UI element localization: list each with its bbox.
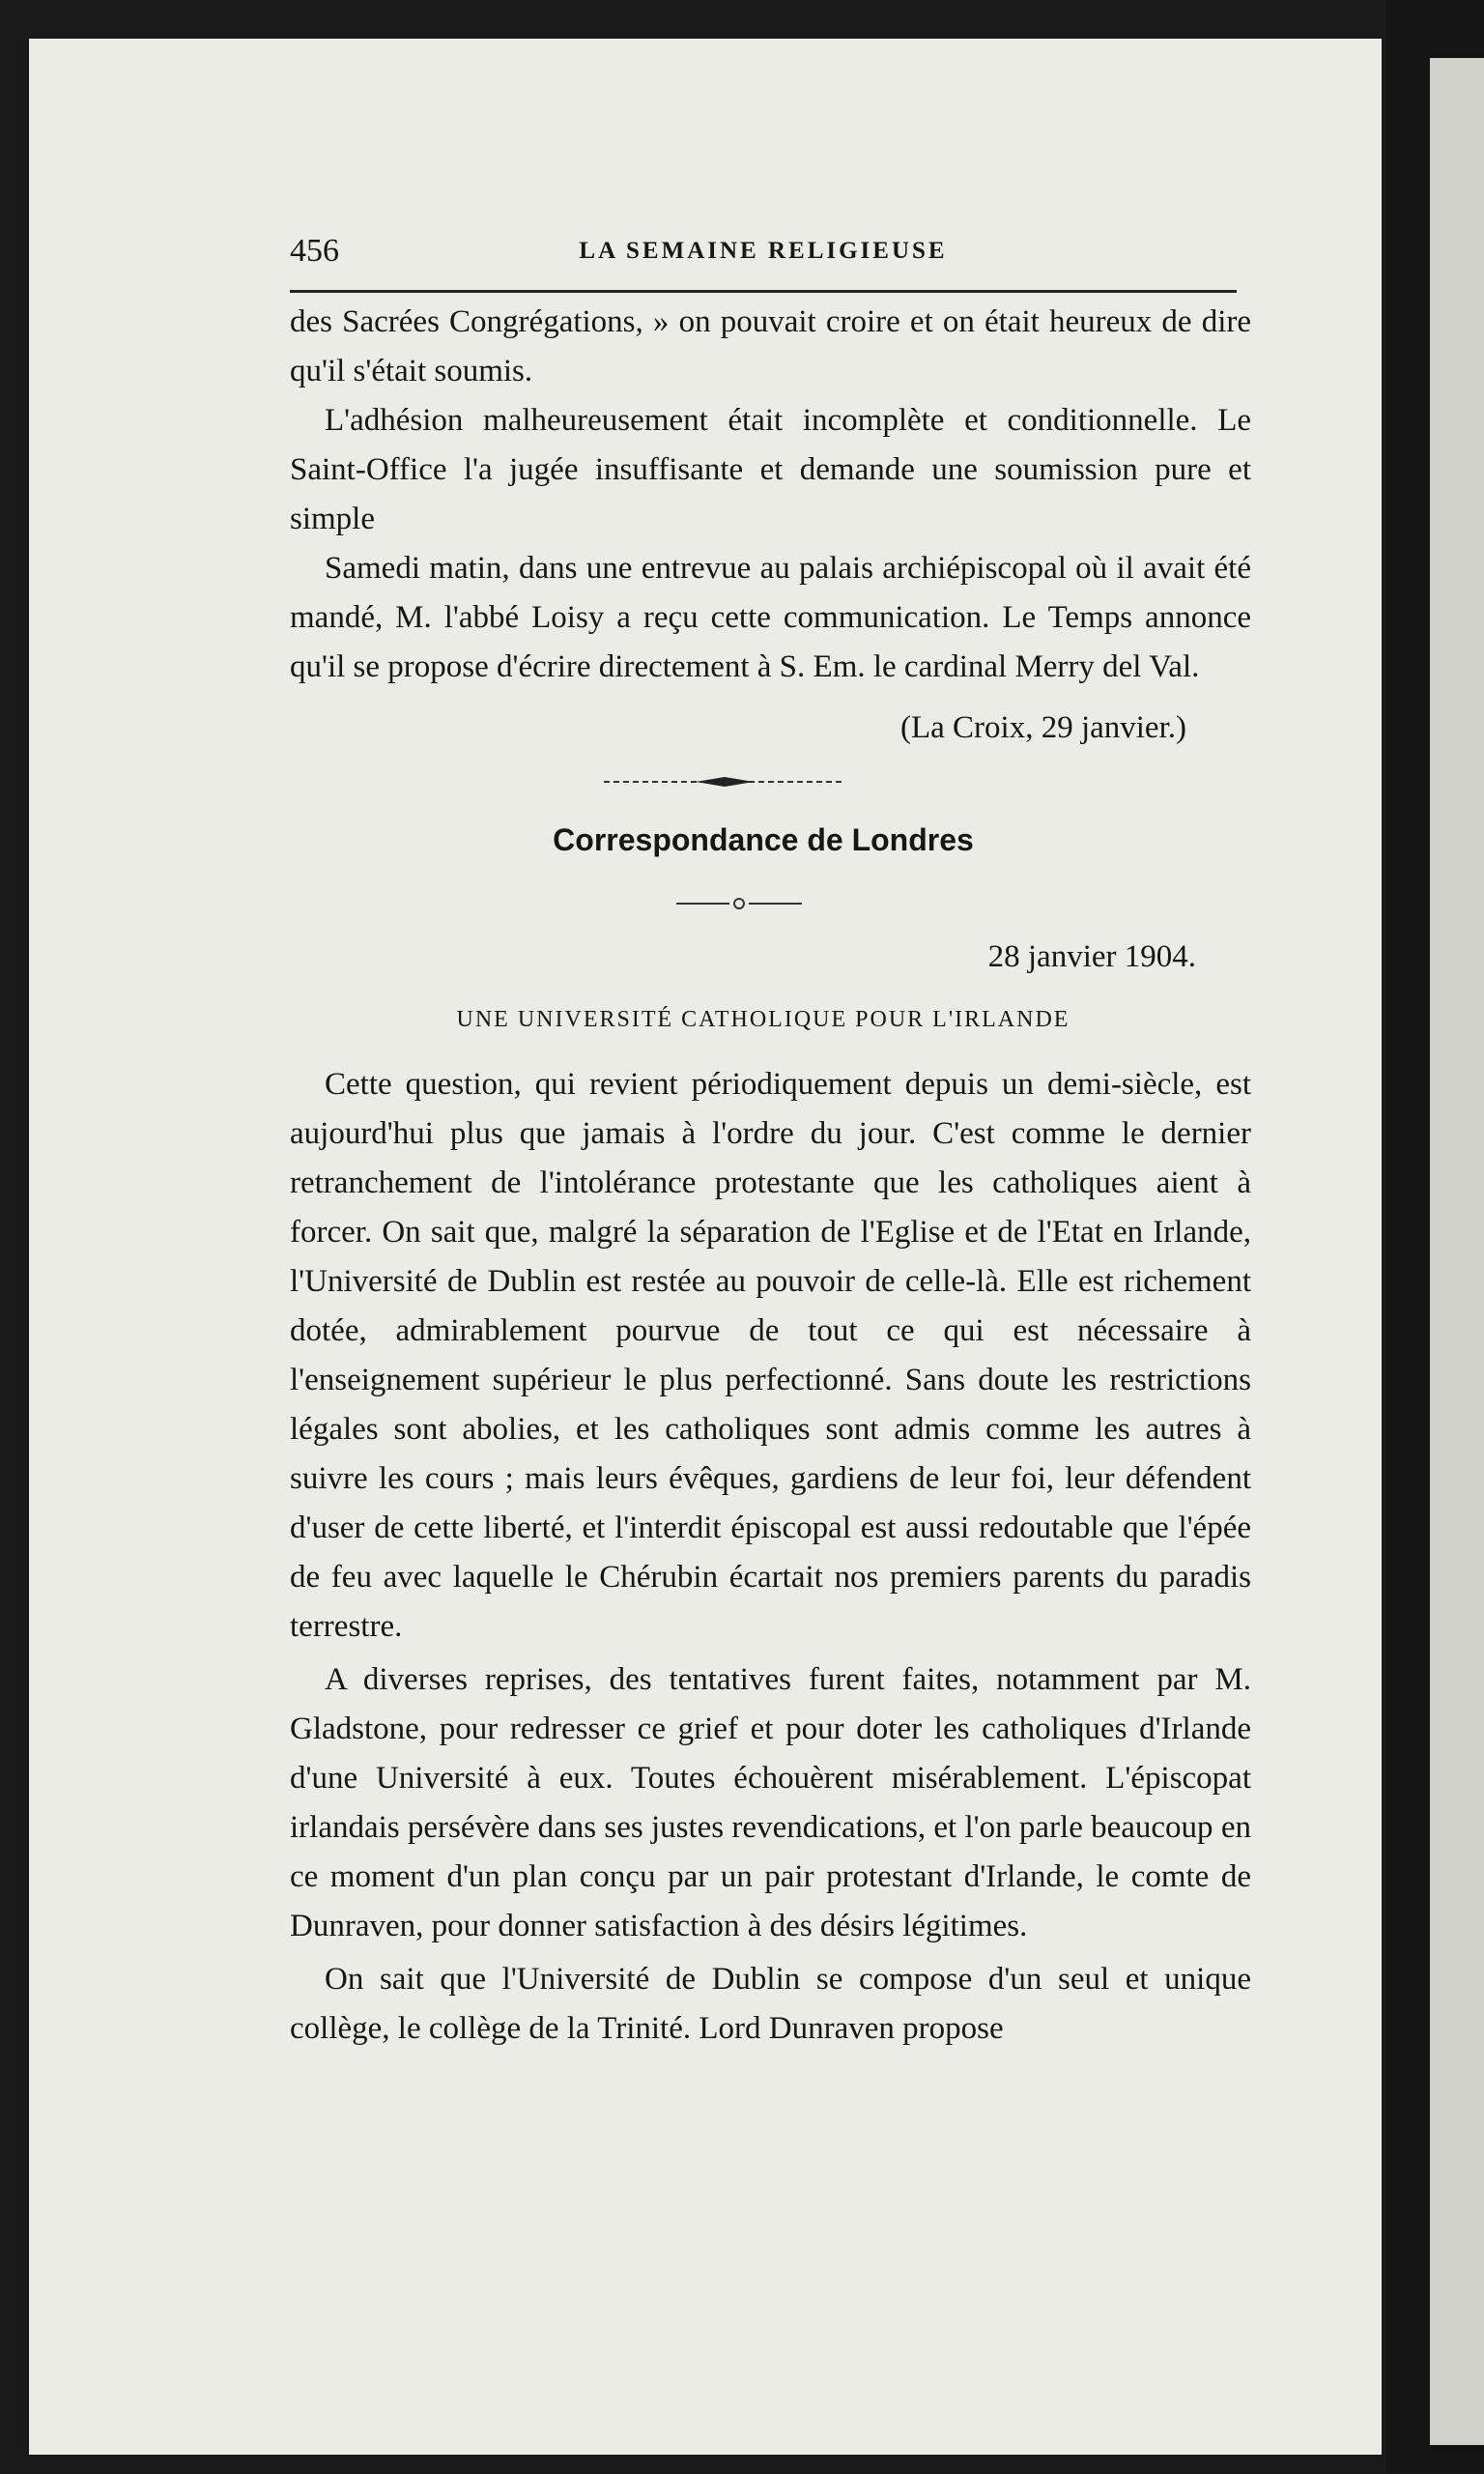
dateline: 28 janvier 1904. — [987, 939, 1196, 974]
paragraph: des Sacrées Congrégations, » on pouvait croire et on était heureux de dire qu'il s'était soumis. — [290, 304, 1251, 388]
paragraph: A diverses reprises, des tentatives furent faites, notamment par M. Gladstone, pour redresser ce grief et pour doter les catholiques d'Irlande d'une Université à eux. Toutes échouèrent misérablement. L'épiscopat irlandais persévère dans ses justes revendications, et l'on parle beaucoup en ce moment d'un plan conçu par un pair protestant d'Irlande, le comte de Dunraven, pour donner satisfaction à des désirs légitimes. — [290, 1662, 1251, 1943]
paragraph: Samedi matin, dans une entrevue au palais archiépiscopal où il avait été mandé, M. l'abbé Loisy a reçu cette communication. Le Temps annonce qu'il se propose d'écrire directement à S. Em. le cardinal Merry del Val. — [290, 551, 1251, 684]
adjacent-page-edge — [1430, 58, 1484, 2445]
article-subheading: UNE UNIVERSITÉ CATHOLIQUE POUR L'IRLANDE — [456, 1007, 1070, 1032]
section-title: Correspondance de Londres — [553, 822, 974, 857]
continued-article — [290, 298, 1251, 692]
source-citation: (La Croix, 29 janvier.) — [899, 710, 1186, 745]
paragraph: On sait que l'Université de Dublin se compose d'un seul et unique collège, le collège de la Trinité. Lord Dunraven propose — [290, 1962, 1251, 2046]
header-rule — [290, 290, 1237, 293]
small-divider-ornament — [676, 897, 802, 910]
article-body — [290, 1060, 1251, 2057]
running-title: LA SEMAINE RELIGIEUSE — [579, 238, 948, 264]
paragraph: L'adhésion malheureusement était incomplète et conditionnelle. Le Saint-Office l'a jugée insuffisante et demande une soumission pure et simple — [290, 403, 1251, 536]
paragraph: Cette question, qui revient périodiquement depuis un demi-siècle, est aujourd'hui plus que jamais à l'ordre du jour. C'est comme le dernier retranchement de l'intolérance protestante que les catholiques aient à forcer. On sait que, malgré la séparation de l'Eglise et de l'Etat en Irlande, l'Université de Dublin est restée au pouvoir de celle-là. Elle est richement dotée, admirablement pourvue de tout ce qui est nécessaire à l'enseignement supérieur le plus perfectionné. Sans doute les restrictions légales sont abolies, et les catholiques sont admis comme les autres à suivre les cours ; mais leurs évêques, gardiens de leur foi, leur défendent d'user de cette liberté, et l'interdit épiscopal est aussi redoutable que l'épée de feu avec laquelle le Chérubin écartait nos premiers parents du paradis terrestre. — [290, 1067, 1251, 1644]
section-divider-ornament — [604, 775, 845, 789]
running-header — [290, 230, 1237, 273]
page-number: 456 — [290, 233, 339, 269]
